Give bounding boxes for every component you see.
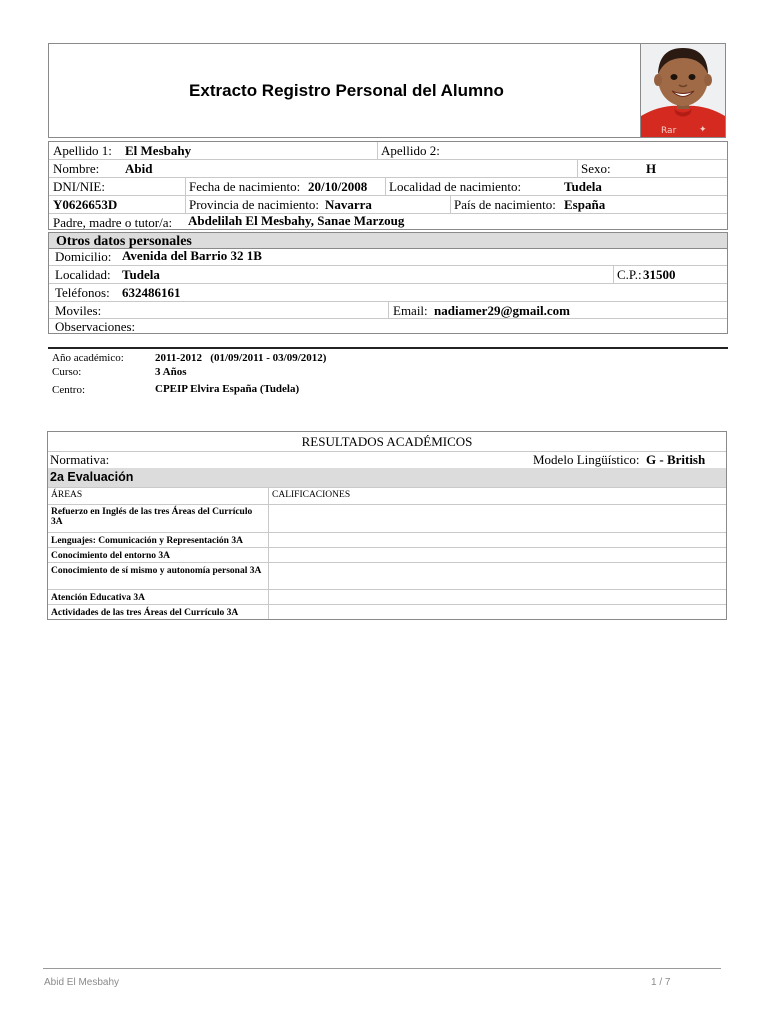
row-nombre	[49, 160, 727, 178]
row-padres	[49, 214, 727, 230]
domicilio-value: Avenida del Barrio 32 1B	[122, 248, 262, 263]
subject-label: Conocimiento de sí mismo y autonomía personal 3A	[51, 566, 262, 576]
subject-label: Conocimiento del entorno 3A	[51, 551, 171, 561]
otros-heading-text: Otros datos personales	[56, 234, 192, 249]
table-row	[48, 548, 726, 563]
subject-label: Actividades de las tres Áreas del Currículo 3A	[51, 608, 239, 618]
email-value: nadiamer29@gmail.com	[434, 303, 570, 318]
page-number: 1 / 7	[651, 977, 671, 988]
sexo-label: Sexo:	[581, 161, 611, 176]
header-box	[48, 43, 726, 138]
page-title: Extracto Registro Personal del Alumno	[189, 81, 504, 100]
otros-table	[48, 248, 728, 334]
row-normativa	[48, 452, 726, 469]
normativa-label: Normativa:	[50, 452, 110, 467]
padres-value: Abdelilah El Mesbahy, Sanae Marzoug	[188, 213, 405, 228]
evaluacion-text: 2a Evaluación	[50, 470, 134, 484]
footer-name: Abid El Mesbahy	[44, 977, 120, 988]
fecha-value: 20/10/2008	[308, 179, 368, 194]
results-heading: RESULTADOS ACADÉMICOS	[48, 432, 726, 452]
student-photo	[640, 44, 725, 137]
col-calificaciones: CALIFICACIONES	[272, 490, 351, 500]
row-dni	[49, 178, 727, 196]
telefonos-label: Teléfonos:	[55, 285, 110, 300]
svg-text:✦: ✦	[699, 125, 707, 135]
sexo-value: H	[646, 161, 657, 176]
telefonos-value: 632486161	[122, 285, 181, 300]
domicilio-label: Domicilio:	[55, 249, 112, 264]
cp-label: C.P.:	[617, 267, 642, 282]
anio-value: 2011-2012 (01/09/2011 - 03/09/2012)	[155, 352, 327, 364]
localidad-nac-label: Localidad de nacimiento:	[389, 179, 522, 194]
results-table	[47, 431, 727, 620]
footer-divider	[43, 968, 721, 969]
curso-value: 3 Años	[155, 366, 187, 378]
moviles-label: Moviles:	[55, 303, 102, 318]
table-row	[48, 504, 726, 533]
col-areas: ÁREAS	[51, 490, 83, 500]
curso-label: Curso:	[52, 366, 82, 378]
subject-label: Atención Educativa 3A	[51, 593, 145, 603]
results-col-headers	[48, 487, 726, 505]
centro-value: CPEIP Elvira España (Tudela)	[155, 383, 300, 395]
row-moviles	[49, 302, 727, 319]
table-row	[48, 563, 726, 590]
table-row	[48, 605, 726, 619]
localidad-label: Localidad:	[55, 267, 111, 282]
row-apellidos	[49, 142, 727, 160]
section-divider	[48, 347, 728, 349]
pais-value: España	[564, 197, 606, 212]
nombre-value: Abid	[125, 161, 153, 176]
pais-label: País de nacimiento:	[454, 197, 556, 212]
provincia-value: Navarra	[325, 197, 372, 212]
cp-value: 31500	[643, 267, 676, 282]
apellido1-value: El Mesbahy	[125, 143, 192, 158]
padres-label: Padre, madre o tutor/a:	[53, 215, 173, 230]
subject-label: Lenguajes: Comunicación y Representación 3A	[51, 536, 243, 546]
apellido1-label: Apellido 1:	[53, 143, 112, 158]
child-portrait-icon	[641, 44, 725, 137]
row-telefonos	[49, 284, 727, 302]
subject-label: Refuerzo en Inglés de las tres Áreas del Currículo 3A	[51, 507, 253, 527]
row-domicilio	[49, 248, 727, 266]
svg-text:Rar: Rar	[661, 126, 677, 136]
localidad-value: Tudela	[122, 267, 160, 282]
table-row	[48, 590, 726, 605]
observaciones-label: Observaciones:	[55, 319, 136, 334]
table-row	[48, 533, 726, 548]
personal-data-table	[48, 141, 728, 230]
nombre-label: Nombre:	[53, 161, 100, 176]
dni-label: DNI/NIE:	[53, 179, 105, 194]
modelo-value: G - British	[646, 452, 706, 467]
localidad-nac-value: Tudela	[564, 179, 602, 194]
dni-value: Y0626653D	[53, 197, 118, 212]
academic-info	[52, 352, 712, 402]
email-label: Email:	[393, 303, 428, 318]
evaluacion-heading	[48, 468, 726, 488]
centro-label: Centro:	[52, 384, 85, 396]
fecha-label: Fecha de nacimiento:	[189, 179, 301, 194]
row-observaciones	[49, 318, 727, 334]
provincia-label: Provincia de nacimiento:	[189, 197, 319, 212]
anio-label: Año académico:	[52, 352, 124, 364]
modelo-label: Modelo Lingüístico:	[533, 452, 640, 467]
row-localidad	[49, 266, 727, 284]
apellido2-label: Apellido 2:	[381, 143, 440, 158]
